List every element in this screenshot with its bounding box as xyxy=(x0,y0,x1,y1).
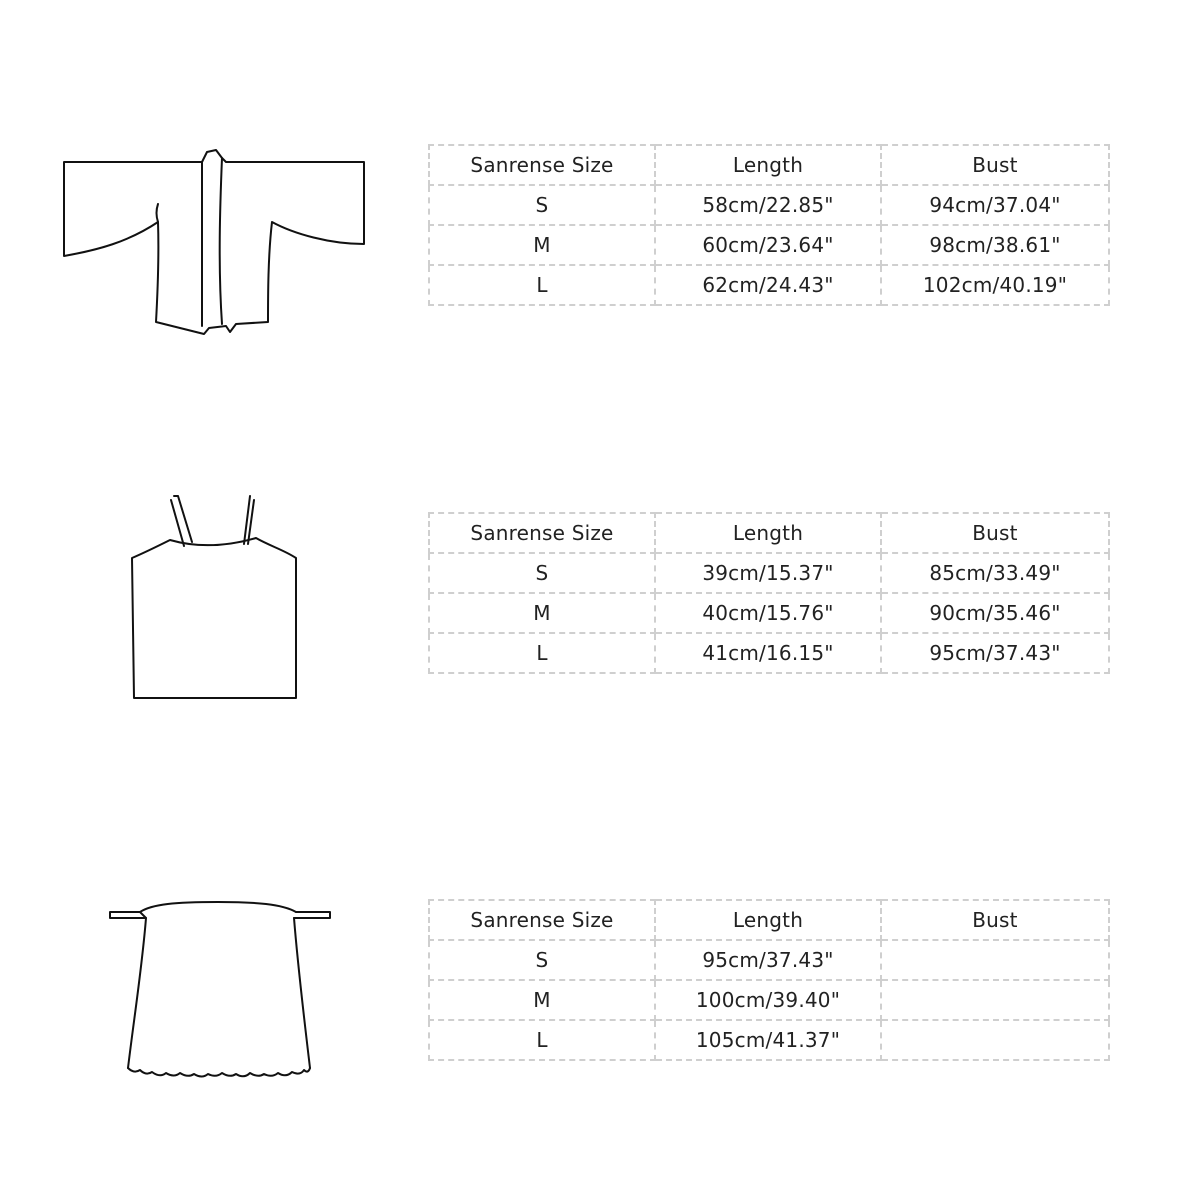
cell-length: 60cm/23.64" xyxy=(655,225,881,265)
cell-size: S xyxy=(429,185,655,225)
cell-length: 62cm/24.43" xyxy=(655,265,881,305)
table-row xyxy=(429,633,1109,673)
size-chart-kimono xyxy=(428,144,1110,306)
cell-bust: 95cm/37.43" xyxy=(881,633,1109,673)
cell-size: L xyxy=(429,1020,655,1060)
cell-length: 39cm/15.37" xyxy=(655,553,881,593)
cell-size: L xyxy=(429,633,655,673)
cell-bust: 90cm/35.46" xyxy=(881,593,1109,633)
cell-bust: 94cm/37.04" xyxy=(881,185,1109,225)
cell-bust: 102cm/40.19" xyxy=(881,265,1109,305)
table-row xyxy=(429,940,1109,980)
table-row xyxy=(429,265,1109,305)
cell-bust: 98cm/38.61" xyxy=(881,225,1109,265)
cell-size: S xyxy=(429,553,655,593)
cell-length: 105cm/41.37" xyxy=(655,1020,881,1060)
cell-bust xyxy=(881,1020,1109,1060)
header-size: Sanrense Size xyxy=(429,513,655,553)
cell-length: 40cm/15.76" xyxy=(655,593,881,633)
table-row xyxy=(429,593,1109,633)
kimono-cardigan-sketch-icon xyxy=(58,146,370,340)
cell-size: M xyxy=(429,593,655,633)
table-row xyxy=(429,553,1109,593)
cell-bust xyxy=(881,980,1109,1020)
header-bust: Bust xyxy=(881,900,1109,940)
camisole-sketch-icon xyxy=(128,492,300,704)
header-length: Length xyxy=(655,900,881,940)
header-size: Sanrense Size xyxy=(429,900,655,940)
table-header-row xyxy=(429,900,1109,940)
cell-size: M xyxy=(429,980,655,1020)
cell-size: S xyxy=(429,940,655,980)
cell-size: L xyxy=(429,265,655,305)
skirt-sketch-icon xyxy=(106,898,334,1082)
table-row xyxy=(429,1020,1109,1060)
cell-bust: 85cm/33.49" xyxy=(881,553,1109,593)
header-size: Sanrense Size xyxy=(429,145,655,185)
table-row xyxy=(429,225,1109,265)
cell-length: 95cm/37.43" xyxy=(655,940,881,980)
header-length: Length xyxy=(655,513,881,553)
cell-length: 58cm/22.85" xyxy=(655,185,881,225)
table-row xyxy=(429,185,1109,225)
cell-bust xyxy=(881,940,1109,980)
table-row xyxy=(429,980,1109,1020)
table-header-row xyxy=(429,513,1109,553)
table-header-row xyxy=(429,145,1109,185)
header-bust: Bust xyxy=(881,145,1109,185)
header-bust: Bust xyxy=(881,513,1109,553)
size-chart-camisole xyxy=(428,512,1110,674)
size-chart-skirt xyxy=(428,899,1110,1061)
cell-length: 100cm/39.40" xyxy=(655,980,881,1020)
header-length: Length xyxy=(655,145,881,185)
cell-length: 41cm/16.15" xyxy=(655,633,881,673)
cell-size: M xyxy=(429,225,655,265)
